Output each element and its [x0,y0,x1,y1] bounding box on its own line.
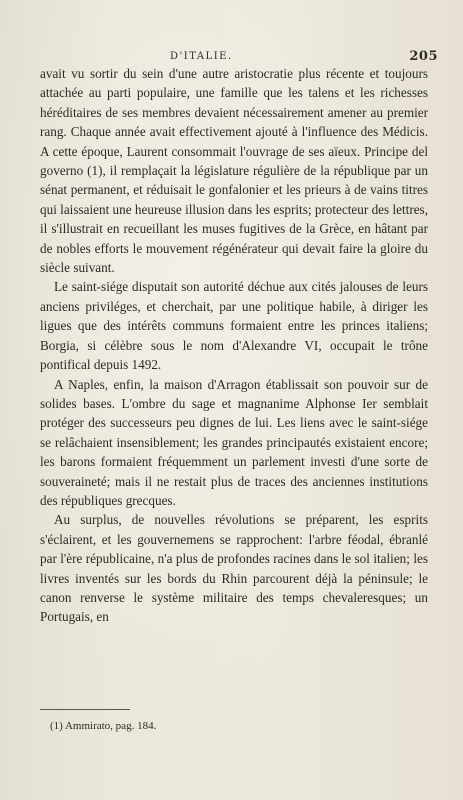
paragraph-revolutions: Au surplus, de nouvelles révolutions se préparent, les esprits s'éclairent, et les gouvernemens se rapprochent: l'arbre féodal, ébranlé par l'ère républicaine, n'a plus de profondes racines dans le sol italien; les livres inventés sur les bords du Rhin parcourent déjà la péninsule; le canon renverse le système militaire des temps chevaleresques; un Portugais, en [40,512,428,625]
footnote-rule [40,709,130,710]
running-head: D'ITALIE. [170,51,233,62]
main-text [40,64,428,627]
paragraph-continuation: avait vu sortir du sein d'une autre aristocratie plus récente et toujours attachée au parti populaire, une famille que les talens et les richesses héréditaires de ses membres devaient nécessairement amener au premier rang. Chaque année avait effectivement ajouté à l'influence des Médicis. A cette époque, Laurent consommait l'ouvrage de ses aïeux. Principe del governo (1), il remplaçait la législature régulière de la république par un sénat permanent, et réduisait le gonfalonier et les prieurs à de vains titres qui laissaient une heureuse illusion dans les esprits; protecteur des lettres, il s'illustrait en recueillant les muses fugitives de la Grèce, en hâtant par de nobles efforts le mouvement régénérateur qui devait faire la gloire du siècle suivant. [40,66,428,276]
page-number: 205 [409,49,438,64]
paragraph-naples: A Naples, enfin, la maison d'Arragon établissait son pouvoir sur de solides bases. L'ombre du sage et magnanime Alphonse Ier semblait protéger des successeurs peu dignes de lui. Les liens avec le saint-siége se relâchaient insensiblement; les grandes principautés existaient encore; les barons formaient fréquemment un parlement investi d'une sorte de souveraineté; mais il ne restait plus de traces des anciennes institutions des républiques grecques. [40,376,428,508]
footnote: (1) Ammirato, pag. 184. [50,720,157,732]
paragraph-saint-siege: Le saint-siége disputait son autorité déchue aux cités jalouses de leurs anciens priviléges, et cherchait, par une politique habile, à diriger les ligues que des intérêts communs formaient entre les princes italiens; Borgia, si célèbre sous le nom d'Alexandre VI, occupait le trône pontifical depuis 1492. [40,279,428,373]
